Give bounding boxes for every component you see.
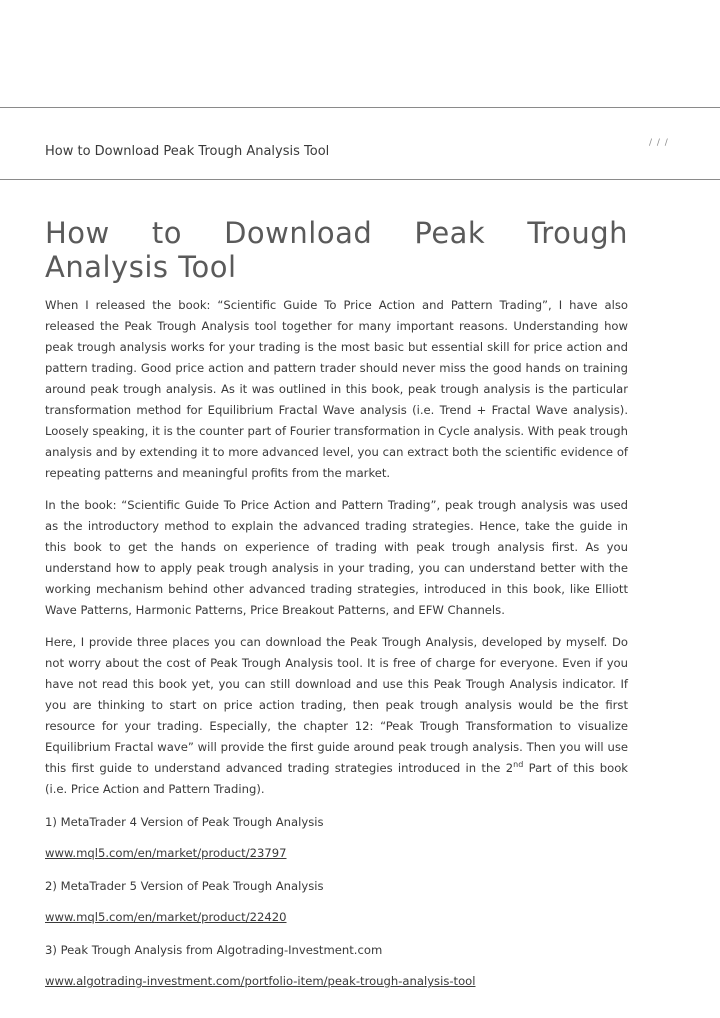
paragraph-intro: When I released the book: “Scientific Guide To Price Action and Pattern Trading”, I have also released the Peak Trough Analysis tool together for many important reasons. Understanding how peak trough analysis works for your trading is the most basic but essential skill for price action and pattern trading. Good price action and pattern trader should never miss the good hands on training around peak trough analysis. As it was outlined in this book, peak trough analysis is the particular transformation method for Equilibrium Fractal Wave analysis (i.e. Trend + Fractal Wave analysis). Loosely speaking, it is the counter part of Fourier transformation in Cycle analysis. With peak trough analysis and by extending it to more advanced level, you can extract both the scientific evidence of repeating patterns and meaningful profits from the market. <box>45 298 629 480</box>
page-title: How to Download Peak Trough Analysis Tool <box>45 216 628 284</box>
download-link-mt4[interactable]: www.mql5.com/en/market/product/23797 <box>45 846 287 860</box>
download-label-website: 3) Peak Trough Analysis from Algotrading-Investment.com <box>45 943 383 957</box>
paragraph-book: In the book: “Scientific Guide To Price Action and Pattern Trading”, peak trough analysis was used as the introductory method to explain the advanced trading strategies. Hence, take the guide in this book to get the hands on experience of trading with peak trough analysis first. As you understand how to apply peak trough analysis in your trading, you can understand better with the working mechanism behind other advanced trading strategies, introduced in this book, like Elliott Wave Patterns, Harmonic Patterns, Price Breakout Patterns, and EFW Channels. <box>45 498 628 617</box>
ordinal-suffix: nd <box>513 760 524 770</box>
paragraph-download-info <box>45 632 628 800</box>
download-label-mt4: 1) MetaTrader 4 Version of Peak Trough Analysis <box>45 815 324 829</box>
download-link-mt5[interactable]: www.mql5.com/en/market/product/22420 <box>45 910 287 924</box>
download-label-mt5: 2) MetaTrader 5 Version of Peak Trough Analysis <box>45 879 324 893</box>
header-title: How to Download Peak Trough Analysis Tool <box>45 144 330 159</box>
download-link-website[interactable]: www.algotrading-investment.com/portfolio-item/peak-trough-analysis-tool <box>45 974 476 988</box>
article <box>45 216 628 992</box>
header-bottom-divider <box>0 179 720 180</box>
paragraph-text-end: Part of this book (i.e. Price Action and Pattern Trading). <box>45 761 629 796</box>
header-top-divider <box>0 107 720 108</box>
header-decoration: / / / <box>649 138 669 148</box>
paragraph-text: Here, I provide three places you can download the Peak Trough Analysis, developed by myself. Do not worry about the cost of Peak Trough Analysis tool. It is free of charge for everyone. Even if you have not read this book yet, you can still download and use this Peak Trough Analysis indicator. If you are thinking to start on price action trading, then peak trough analysis would be the first resource for your trading. Especially, the chapter 12: “Peak Trough Transformation to visualize Equilibrium Fractal wave” will provide the first guide around peak trough analysis. Then you will use this first guide to understand advanced trading strategies introduced in the 2 <box>45 635 628 775</box>
